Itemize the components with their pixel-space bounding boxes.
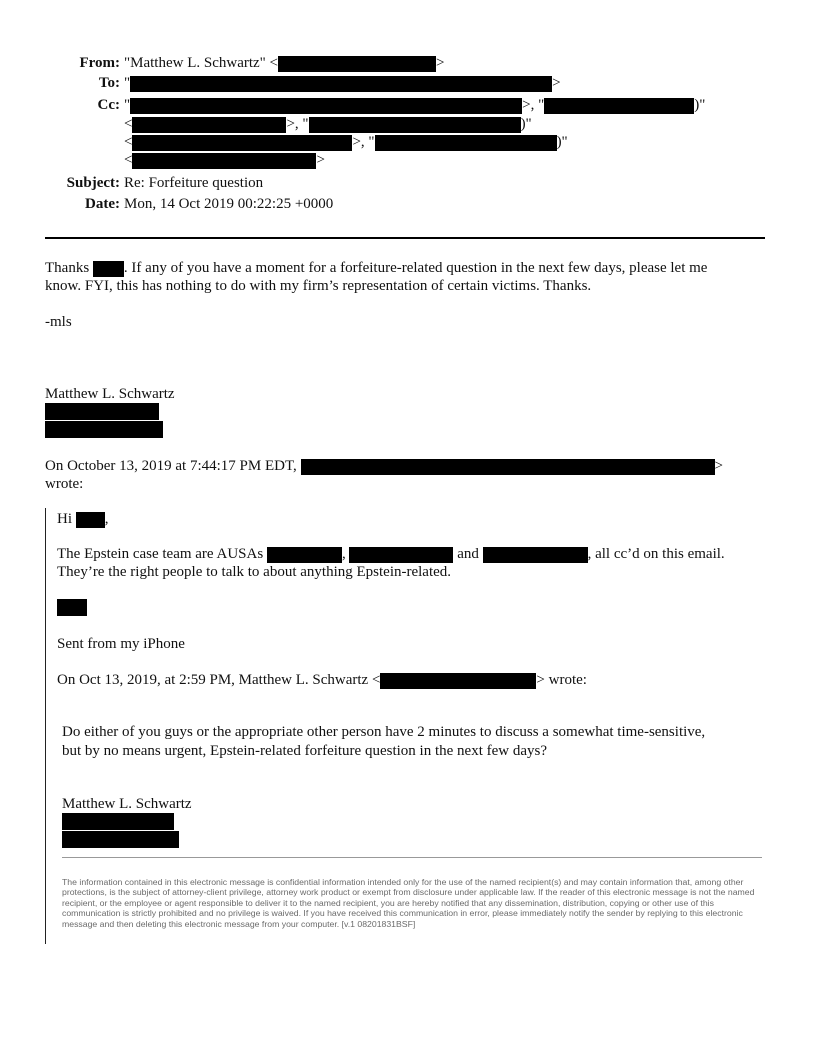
hi-word: Hi <box>57 511 72 527</box>
from-name: "Matthew L. Schwartz" < <box>124 55 278 71</box>
redaction <box>349 547 453 563</box>
redaction <box>544 98 694 114</box>
from-label: From: <box>79 55 120 71</box>
question-line-2: but by no means urgent, Epstein-related forfeiture question in the next few days? <box>62 743 547 759</box>
signoff: -mls <box>45 314 72 330</box>
redaction <box>375 135 557 151</box>
body-line-1 <box>45 260 707 277</box>
redaction <box>93 261 124 277</box>
redaction <box>76 512 105 528</box>
from-value <box>124 55 444 72</box>
redaction <box>301 459 715 475</box>
quoted-greeting <box>57 511 109 528</box>
reply-intro <box>45 458 723 475</box>
redaction <box>57 599 87 616</box>
cc-separator: >, " <box>522 97 545 113</box>
cc-line-2 <box>124 116 532 133</box>
redaction <box>45 403 159 420</box>
cc-separator: >, " <box>352 134 375 150</box>
cc-line-3 <box>124 134 568 151</box>
original-intro-text: On Oct 13, 2019, at 2:59 PM, Matthew L. Schwartz < <box>57 672 381 688</box>
team-and: and <box>457 546 479 562</box>
redaction <box>62 813 174 830</box>
redaction <box>132 117 286 133</box>
cc-end: )" <box>694 97 706 113</box>
wrote-label: wrote: <box>45 476 84 492</box>
cc-close: > <box>316 152 325 168</box>
redaction <box>267 547 342 563</box>
question-line-1: Do either of you guys or the appropriate other person have 2 minutes to discuss a somewhat time-sensitive, <box>62 724 706 740</box>
to-close: > <box>552 75 561 91</box>
redaction <box>132 135 352 151</box>
cc-end: )" <box>556 134 568 150</box>
quoted-signature-name: Matthew L. Schwartz <box>62 796 192 812</box>
redaction <box>132 153 316 169</box>
hi-comma: , <box>104 511 109 527</box>
redaction <box>278 56 436 72</box>
date-value: Mon, 14 Oct 2019 00:22:25 +0000 <box>124 196 334 212</box>
cc-open: < <box>124 116 133 132</box>
to-open: " <box>124 75 131 91</box>
redaction <box>309 117 521 133</box>
cc-open: < <box>124 134 133 150</box>
cc-line-4 <box>124 152 325 169</box>
to-value <box>124 75 561 92</box>
thanks-word: Thanks <box>45 260 90 276</box>
signature-name: Matthew L. Schwartz <box>45 386 175 402</box>
sent-from: Sent from my iPhone <box>57 636 185 652</box>
redaction <box>130 76 552 92</box>
team-comma: , <box>341 546 346 562</box>
team-text-a: The Epstein case team are AUSAs <box>57 546 264 562</box>
cc-open: < <box>124 152 133 168</box>
body-line-1-text: . If any of you have a moment for a forfeiture-related question in the next few days, please let me <box>123 260 708 276</box>
redaction <box>62 831 179 848</box>
team-text-b: , all cc’d on this email. <box>587 546 725 562</box>
cc-label: Cc: <box>97 97 120 113</box>
reply-intro-close: > <box>714 458 723 474</box>
original-intro <box>57 672 587 689</box>
redaction <box>483 547 588 563</box>
to-label: To: <box>98 75 120 91</box>
redaction <box>130 98 522 114</box>
reply-intro-text: On October 13, 2019 at 7:44:17 PM EDT, <box>45 458 297 474</box>
redaction <box>380 673 536 689</box>
team-line-2: They’re the right people to talk to about anything Epstein-related. <box>57 564 452 580</box>
cc-open: " <box>124 97 131 113</box>
cc-separator: >, " <box>286 116 309 132</box>
legal-disclaimer: The information contained in this electronic message is confidential information intended only for the use of the named recipient(s) and may contain information that, among other protections, is the subject of attorney-client privilege, attorney work product or exempt from disclosure under applicable law. If the reader of this electronic message is not the named recipient, or the employee or agent responsible to deliver it to the named recipient, you are hereby notified that any dissemination, distribution, copying or other use of this communication is strictly prohibited and no privilege is waived. If you have received this communication in error, please immediately notify the sender by replying to this electronic message and then deleting this electronic message from your computer. [v.1 08201831BSF] <box>62 877 755 929</box>
date-label: Date: <box>85 196 120 212</box>
cc-end: )" <box>520 116 532 132</box>
original-intro-close: > wrote: <box>536 672 587 688</box>
from-close: > <box>436 55 445 71</box>
redaction <box>45 421 163 438</box>
body-line-2: know. FYI, this has nothing to do with my firm’s representation of certain victims. Thanks. <box>45 278 592 294</box>
team-line-1 <box>57 546 725 563</box>
quote-bar <box>45 508 46 944</box>
disclaimer-divider <box>62 857 762 858</box>
header-divider <box>45 237 765 239</box>
cc-line-1 <box>124 97 705 114</box>
subject-label: Subject: <box>66 175 120 191</box>
subject-value: Re: Forfeiture question <box>124 175 264 191</box>
